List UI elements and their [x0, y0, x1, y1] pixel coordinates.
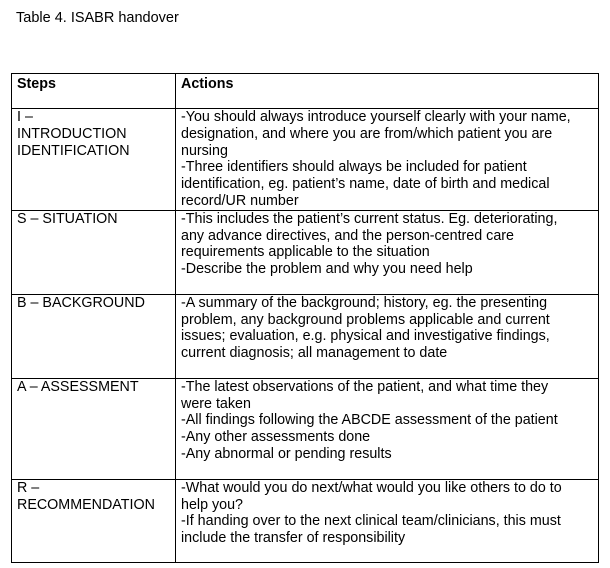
step-text: B – BACKGROUND — [17, 294, 145, 311]
column-header-steps: Steps — [12, 74, 176, 109]
action-text: -If handing over to the next clinical team/clinicians, this must — [181, 513, 561, 530]
action-text: help you? — [181, 496, 244, 513]
action-text: -Any other assessments done — [181, 429, 371, 446]
step-text: RECOMMENDATION — [17, 496, 155, 513]
action-text: -All findings following the ABCDE assessment of the patient — [181, 412, 558, 429]
action-text: current diagnosis; all management to date — [181, 345, 448, 362]
action-text: -This includes the patient’s current status. Eg. deteriorating, — [181, 210, 558, 227]
action-text: any advance directives, and the person-centred care — [181, 227, 514, 244]
action-text: -The latest observations of the patient, and what time they — [181, 378, 549, 395]
action-text: issues; evaluation, e.g. physical and investigative findings, — [181, 328, 550, 345]
action-text: -A summary of the background; history, eg. the presenting — [181, 294, 548, 311]
step-text: INTRODUCTION — [17, 125, 127, 142]
action-text: record/UR number — [181, 192, 299, 209]
action-text: designation, and where you are from/which patient you are — [181, 125, 553, 142]
actions-cell — [176, 210, 599, 294]
action-text: -Three identifiers should always be included for patient — [181, 159, 527, 176]
actions-cell — [176, 294, 599, 378]
action-text: identification, eg. patient’s name, date of birth and medical — [181, 176, 550, 193]
table-row-introduction — [12, 109, 599, 211]
step-cell — [12, 294, 176, 378]
action-text: problem, any background problems applicable and current — [181, 311, 550, 328]
step-text: IDENTIFICATION — [17, 142, 130, 159]
actions-cell — [176, 479, 599, 562]
table-caption: Table 4. ISABR handover — [16, 10, 179, 26]
table-row-situation — [12, 210, 599, 294]
step-cell — [12, 479, 176, 562]
actions-cell — [176, 378, 599, 479]
step-cell — [12, 109, 176, 211]
step-text: R – — [17, 479, 40, 496]
table-row-recommendation — [12, 479, 599, 562]
actions-cell — [176, 109, 599, 211]
table-header-row — [12, 74, 599, 109]
action-text: -Describe the problem and why you need help — [181, 261, 473, 278]
step-cell — [12, 210, 176, 294]
column-header-actions: Actions — [176, 74, 599, 109]
action-text: were taken — [181, 395, 251, 412]
action-text: -You should always introduce yourself clearly with your name, — [181, 109, 571, 125]
action-text: include the transfer of responsibility — [181, 530, 406, 547]
step-text: I – — [17, 109, 33, 125]
step-cell — [12, 378, 176, 479]
table-row-background — [12, 294, 599, 378]
step-text: S – SITUATION — [17, 210, 118, 227]
table-row-assessment — [12, 378, 599, 479]
action-text: -Any abnormal or pending results — [181, 445, 392, 462]
step-text: A – ASSESSMENT — [17, 378, 139, 395]
action-text: nursing — [181, 142, 228, 159]
isbar-table — [11, 73, 599, 563]
action-text: requirements applicable to the situation — [181, 244, 430, 261]
action-text: -What would you do next/what would you like others to do to — [181, 479, 562, 496]
